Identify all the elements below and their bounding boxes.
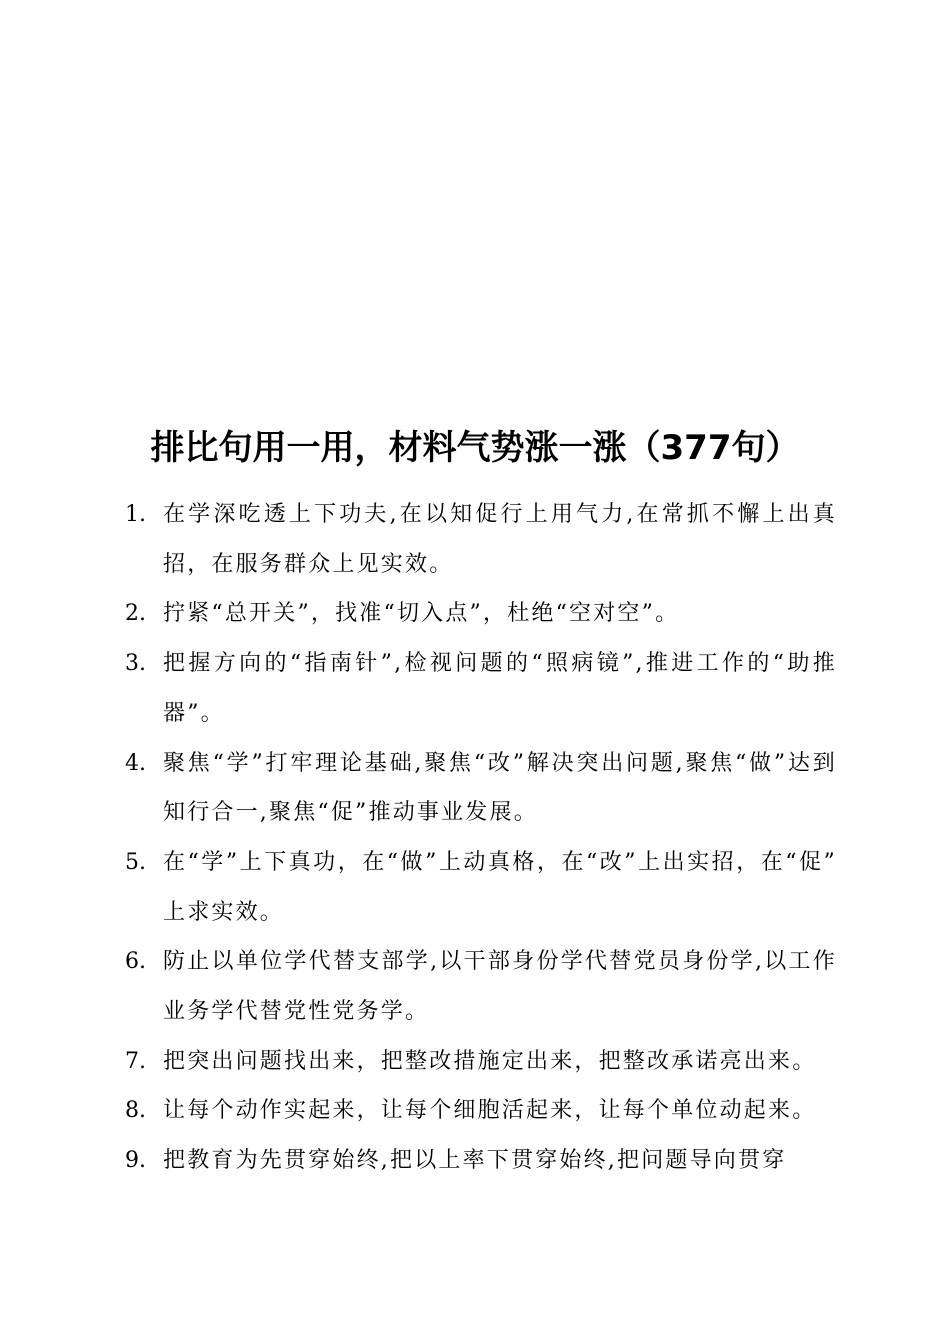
list-item-text: 让每个动作实起来，让每个细胞活起来，让每个单位动起来。 — [163, 1098, 817, 1124]
list-item-text: 拧紧“总开关”，找准“切入点”，杜绝“空对空”。 — [163, 601, 680, 627]
document-title: 排比句用一用，材料气势涨一涨（377句） — [150, 428, 800, 468]
list-item — [125, 589, 837, 639]
list-item-text: 防止以单位学代替支部学,以干部身份学代替党员身份学,以工作业务学代替党性党务学。 — [163, 949, 837, 1025]
list-item — [125, 937, 837, 1036]
list-item — [125, 739, 837, 838]
list-item — [125, 1037, 837, 1087]
list-item-number: 1. — [125, 502, 146, 527]
list-item-number: 4. — [125, 750, 146, 776]
list-item-text: 在学深吃透上下功夫,在以知促行上用气力,在常抓不懈上出真招，在服务群众上见实效。 — [163, 502, 837, 577]
list-item-number: 7. — [125, 1048, 146, 1074]
list-item-text: 把教育为先贯穿始终,把以上率下贯穿始终,把问题导向贯穿 — [163, 1148, 787, 1174]
list-item-text: 把突出问题找出来，把整改措施定出来，把整改承诺亮出来。 — [163, 1048, 817, 1074]
list-item-text: 聚焦“学”打牢理论基础,聚焦“改”解决突出问题,聚焦“做”达到知行合一,聚焦“促”推动事业发展。 — [163, 750, 837, 826]
list-item — [125, 639, 837, 738]
list-item — [125, 1136, 837, 1186]
list-item — [125, 838, 837, 937]
list-item — [125, 490, 837, 589]
list-item-number: 8. — [125, 1098, 146, 1124]
list-item-number: 9. — [125, 1148, 146, 1174]
list-item-text: 把握方向的“指南针”,检视问题的“照病镜”,推进工作的“助推器”。 — [163, 651, 837, 726]
list-item-number: 3. — [125, 651, 146, 677]
list-item-number: 5. — [125, 849, 146, 875]
sentence-list — [125, 490, 837, 1186]
list-item — [125, 1086, 837, 1136]
list-item-number: 2. — [125, 601, 146, 627]
list-item-number: 6. — [125, 949, 146, 975]
list-item-text: 在“学”上下真功，在“做”上动真格，在“改”上出实招，在“促” 上求实效。 — [163, 849, 837, 925]
